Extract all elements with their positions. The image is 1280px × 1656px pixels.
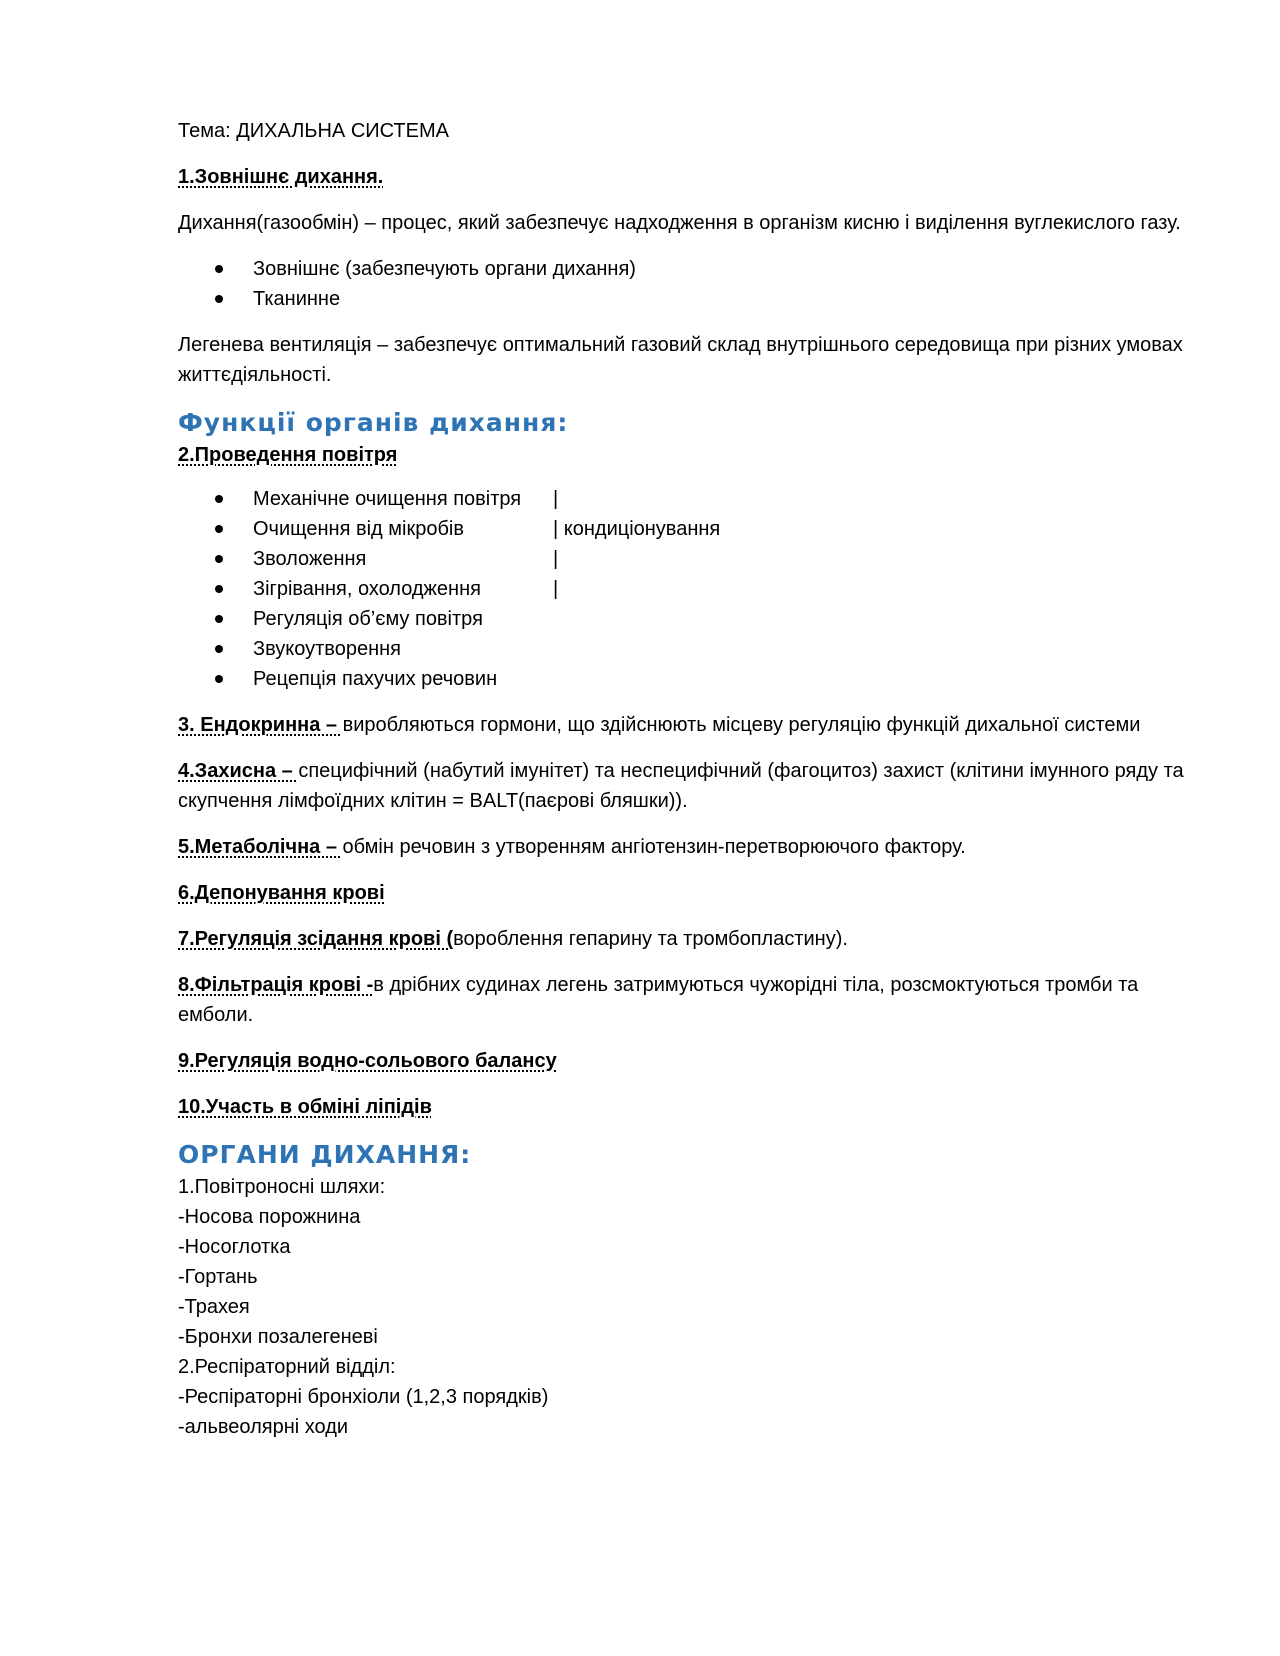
organs-line: -Носоглотка (178, 1236, 291, 1258)
list-item-text: Зволоження (253, 548, 367, 570)
section-4-text: специфічний (набутий імунітет) та неспецифічний (фагоцитоз) захист (клітини імунного ряду та скупчення лімфоїдних клітин = BALT(паєрові бляшки)). (178, 760, 1184, 812)
section-7-text: вороблення гепарину та тромбопластину). (453, 928, 848, 950)
organs-line: -Носова порожнина (178, 1206, 361, 1228)
section-5-text: обмін речовин з утворенням ангіотензин-перетворюючого фактору. (342, 836, 966, 858)
ventilation-paragraph: Легенева вентиляція – забезпечує оптимальний газовий склад внутрішнього середовища при різних умовах життєдіяльності. (178, 334, 1183, 386)
organs-line: -Респіраторні бронхіоли (1,2,3 порядків) (178, 1386, 549, 1408)
list-item (178, 574, 1188, 604)
breathing-types-list (178, 254, 1188, 314)
section-3-text: виробляються гормони, що здійснюють місцеву регуляцію функцій дихальної системи (342, 714, 1141, 736)
list-item (178, 484, 1188, 514)
list-item (178, 634, 1188, 664)
list-item-bracket: | (553, 578, 559, 600)
list-item (178, 514, 1188, 544)
organs-line: -Трахея (178, 1296, 250, 1318)
section-3-endocrine (178, 710, 1188, 740)
organs-line: 2.Респіраторний відділ: (178, 1356, 396, 1378)
organs-list (178, 1172, 1188, 1442)
section-1-title (178, 162, 1188, 192)
list-item-bracket: | (553, 548, 559, 570)
section-1-title-text: 1.Зовнішнє дихання. (178, 166, 384, 188)
section-2-title-text: 2.Проведення повітря (178, 444, 398, 466)
section-7-title: 7.Регуляція зсідання крові ( (178, 928, 454, 950)
breathing-definition: Дихання(газообмін) – процес, який забезпечує надходження в організм кисню і виділення вуглекислого газу. (178, 212, 1181, 234)
list-item-text: Зігрівання, охолодження (253, 578, 481, 600)
organs-line: -альвеолярні ходи (178, 1416, 349, 1438)
list-item-text: Механічне очищення повітря (253, 488, 522, 510)
section-8-title: 8.Фільтрація крові - (178, 974, 374, 996)
list-item-text: Звукоутворення (253, 638, 401, 660)
topic-line: Тема: ДИХАЛЬНА СИСТЕМА (178, 120, 449, 142)
organs-line: -Гортань (178, 1266, 258, 1288)
list-item (178, 544, 1188, 574)
list-item: Тканинне (178, 284, 1188, 314)
organs-line: -Бронхи позалегеневі (178, 1326, 378, 1348)
list-item-text: Очищення від мікробів (253, 518, 464, 540)
section-4-title: 4.Захисна – (178, 760, 299, 782)
section-7-coagulation (178, 924, 1188, 954)
list-item: Зовнішнє (забезпечують органи дихання) (178, 254, 1188, 284)
section-3-title: 3. Ендокринна – (178, 714, 343, 736)
section-8-filtration (178, 970, 1188, 1030)
list-item (178, 604, 1188, 634)
list-item-bracket: | кондиціонування (553, 518, 721, 540)
section-6-deposition (178, 878, 1188, 908)
section-6-title: 6.Депонування крові (178, 882, 385, 904)
section-2-title (178, 440, 1188, 470)
organs-line: 1.Повітроносні шляхи: (178, 1176, 386, 1198)
list-item (178, 664, 1188, 694)
section-9-title: 9.Регуляція водно-сольового балансу (178, 1050, 557, 1072)
section-9-water-salt (178, 1046, 1188, 1076)
section-4-protective (178, 756, 1188, 816)
air-conduction-list (178, 484, 1188, 694)
section-5-title: 5.Метаболічна – (178, 836, 343, 858)
section-8-text: в дрібних судинах легень затримуються чужорідні тіла, розсмоктуються тромби та емболи. (178, 974, 1139, 1026)
section-10-lipids (178, 1092, 1188, 1122)
list-item-bracket: | (553, 488, 559, 510)
section-5-metabolic (178, 832, 1188, 862)
list-item-text: Регуляція об’єму повітря (253, 608, 483, 630)
section-10-title: 10.Участь в обміні ліпідів (178, 1096, 432, 1118)
document-page (178, 116, 1188, 1442)
functions-heading: Функції органів дихання: (178, 408, 569, 437)
list-item-text: Рецепція пахучих речовин (253, 668, 498, 690)
organs-heading: ОРГАНИ ДИХАННЯ: (178, 1140, 472, 1169)
